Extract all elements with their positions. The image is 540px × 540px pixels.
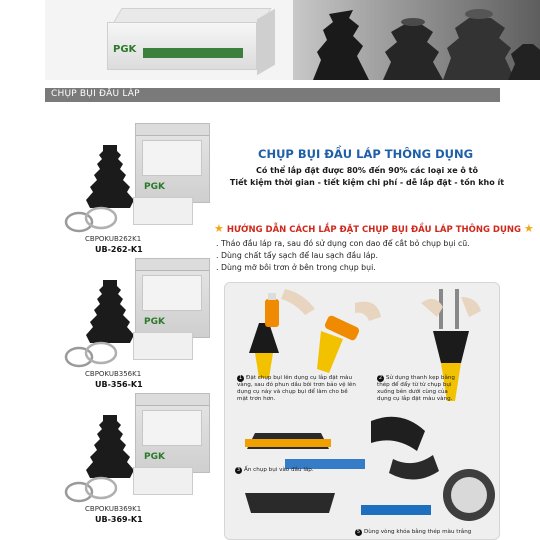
product-code: CBPOKUB262K1	[85, 235, 142, 243]
main-title: CHỤP BỤI ĐẦU LÁP THÔNG DỤNG	[258, 147, 474, 161]
instruction-illustrations	[225, 283, 500, 540]
step-number: 1	[238, 375, 243, 381]
clamp-rings-image	[63, 340, 123, 370]
boots-photo	[293, 0, 540, 80]
product-model: UB-356-K1	[95, 380, 143, 389]
product-model: UB-369-K1	[95, 515, 143, 524]
step-number: 2	[378, 375, 383, 381]
subtitle-benefits: Tiết kiệm thời gian - tiết kiệm chi phí - dễ lắp đặt - tồn kho ít	[229, 178, 505, 187]
instruction-step-1: Đặt chụp bụi lên dụng cụ lắp đặt màu vàng, sau đó phun dầu bôi trơn bảo vệ lên dụng cụ này và chụp bụi để làm cho bề mặt trơn hơn.	[237, 375, 356, 402]
instruction-step-2: Sử dụng thanh kẹp bằng thép để đẩy từ từ chụp bụi xuống bên dưới cùng của dụng cụ lắp đặt màu vàng.	[377, 375, 455, 402]
guide-heading	[214, 222, 534, 236]
guide-step: . Tháo đầu láp ra, sau đó sử dụng con dao để cắt bỏ chụp bụi cũ.	[216, 239, 470, 248]
box-brand: PGK	[144, 452, 165, 462]
guide-steps	[216, 238, 506, 274]
instruction-step-5: Dùng vòng khóa bằng thép màu trắng	[364, 529, 472, 535]
instruction-panel	[224, 282, 500, 540]
product-box-image	[107, 8, 277, 70]
guide-step: . Dùng chất tẩy sạch để lau sạch đầu láp.	[216, 251, 378, 260]
product-box	[135, 123, 210, 203]
section-title: CHỤP BỤI ĐẦU LÁP	[51, 89, 140, 99]
guide-title-text: HƯỚNG DẪN CÁCH LẮP ĐẶT CHỤP BỤI ĐẦU LÁP THÔNG DỤNG	[226, 225, 521, 235]
subtitle-compatibility: Có thể lắp đặt được 80% đến 90% các loại xe ô tô	[255, 166, 479, 175]
product-box	[135, 258, 210, 338]
product-box	[135, 393, 210, 473]
clamp-rings-image	[63, 205, 123, 235]
star-icon: ★	[214, 222, 224, 235]
star-icon: ★	[523, 222, 534, 235]
step-number: 5	[356, 529, 361, 535]
brand-logo: PGK	[113, 44, 137, 55]
section-header	[45, 88, 500, 102]
product-code: CBPOKUB356K1	[85, 370, 142, 378]
grease-packet	[133, 332, 193, 360]
step-number: 3	[236, 467, 241, 473]
grease-packet	[133, 467, 193, 495]
box-brand: PGK	[144, 182, 165, 192]
instruction-step-3: Ấn chụp bụi vào đầu láp.	[244, 467, 314, 473]
guide-step: . Dùng mỡ bôi trơn ở bên trong chụp bụi.	[216, 263, 376, 272]
clamp-rings-image	[63, 475, 123, 505]
product-code: CBPOKUB369K1	[85, 505, 142, 513]
top-banner	[45, 0, 500, 80]
product-model: UB-262-K1	[95, 245, 143, 254]
grease-packet	[133, 197, 193, 225]
box-brand: PGK	[144, 317, 165, 327]
